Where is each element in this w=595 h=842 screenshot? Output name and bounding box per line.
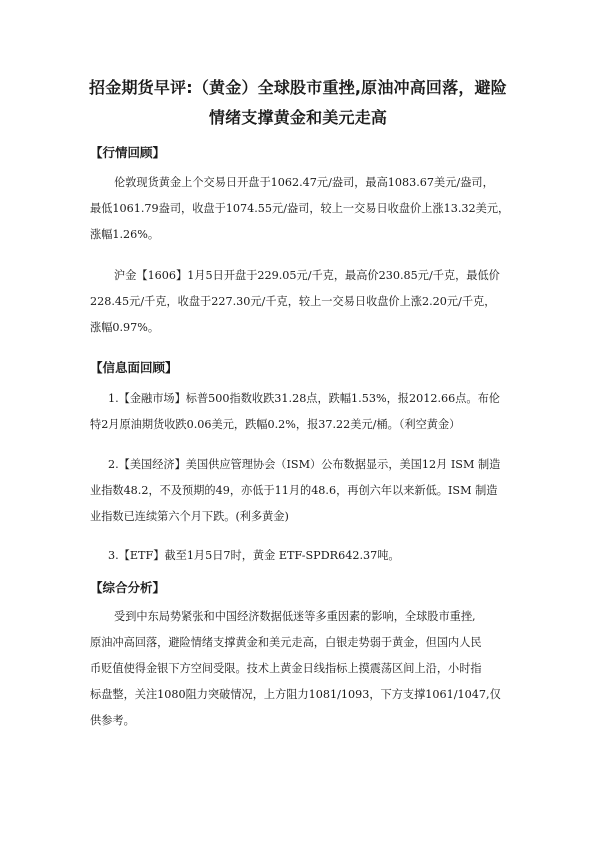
title-line-2: 情绪支撑黄金和美元走高 [208,108,388,127]
paragraph-line: 228.45元/千克，收盘于227.30元/千克，较上一交易日收盘价上涨2.20元/千克， [90,295,496,308]
paragraph-line: 涨幅1.26%。 [90,228,160,241]
info-item-line: 业指数已连续第六个月下跌。(利多黄金) [90,510,289,523]
paragraph-shanghai-gold [90,263,520,341]
info-item-line: 1.【金融市场】标普500指数收跌31.28点，跌幅1.53%，报2012.66点。布伦 [108,392,500,405]
info-item-line: 2.【美国经济】美国供应管理协会（ISM）公布数据显示，美国12月 ISM 制造 [108,458,501,471]
paragraph-line: 币贬值使得金银下方空间受限。技术上黄金日线指标上摸震荡区间上沿，小时指 [90,662,482,675]
info-item-line: 3.【ETF】截至1月5日7时，黄金 ETF-SPDR642.37吨。 [108,549,400,562]
paragraph-line: 标盘整，关注1080阻力突破情况，上方阻力1081/1093，下方支撑1061/1047,仅 [90,688,501,701]
info-item-3 [90,543,520,569]
paragraph-analysis [90,604,520,734]
section-heading-info-review: 【信息面回顾】 [90,360,178,375]
paragraph-line: 受到中东局势紧张和中国经济数据低迷等多重因素的影响，全球股市重挫, [114,610,476,623]
paragraph-line: 原油冲高回落，避险情绪支撑黄金和美元走高，白银走势弱于黄金，但国内人民 [90,636,482,649]
section-heading-market-review: 【行情回顾】 [90,145,166,160]
info-item-1 [90,386,520,438]
section-heading-analysis: 【综合分析】 [90,580,166,595]
paragraph-line: 供参考。 [90,714,135,727]
title-line-1: 招金期货早评:（黄金）全球股市重挫,原油冲高回落，避险 [89,78,507,97]
info-item-2 [90,452,520,530]
info-item-line: 业指数48.2，不及预期的49，亦低于11月的48.6，再创六年以来新低。ISM 制造 [90,484,498,497]
paragraph-london-gold [90,170,520,248]
document-title [78,73,518,133]
info-item-line: 特2月原油期货收跌0.06美元，跌幅0.2%，报37.22美元/桶。（利空黄金） [90,418,461,431]
paragraph-line: 最低1061.79盎司，收盘于1074.55元/盎司，较上一交易日收盘价上涨13.32美元， [90,202,510,215]
paragraph-line: 涨幅0.97%。 [90,321,160,334]
paragraph-line: 沪金【1606】1月5日开盘于229.05元/千克，最高价230.85元/千克，最低价 [114,269,500,282]
paragraph-line: 伦敦现货黄金上个交易日开盘于1062.47元/盎司，最高1083.67美元/盎司， [114,176,494,189]
